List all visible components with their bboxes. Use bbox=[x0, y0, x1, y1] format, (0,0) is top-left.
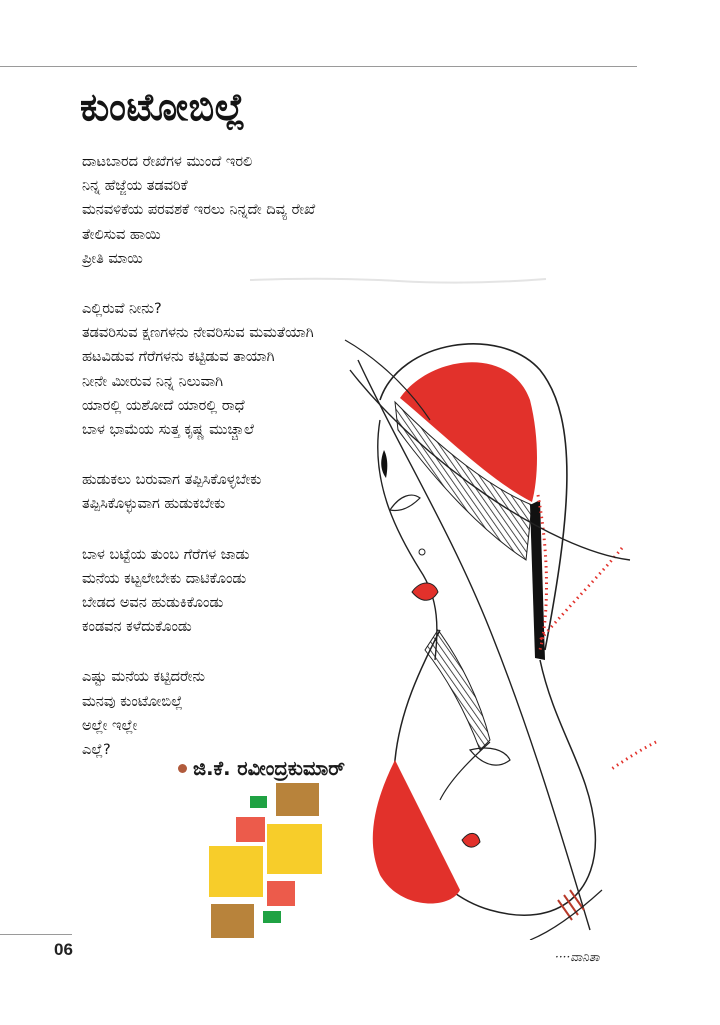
bullet-dot-icon bbox=[178, 764, 187, 773]
poem-line: ತಡವರಿಸುವ ಕ್ಷಣಗಳನು ನೇವರಿಸುವ ಮಮತೆಯಾಗಿ bbox=[82, 325, 314, 342]
poem-line: ಮನವಳಿಕೆಯ ಪರವಶಕೆ ಇರಲು ನಿನ್ನದೇ ದಿವ್ಯ ರೇಖೆ bbox=[82, 202, 316, 219]
poem-line: ಮನವು ಕುಂಟೋಬಿಲ್ಲೆ bbox=[82, 693, 183, 710]
poem-line: ಎಷ್ಟು ಮನೆಯ ಕಟ್ಟಿದರೇನು bbox=[82, 669, 206, 686]
block-green-bottom bbox=[263, 911, 281, 923]
poem-line: ಕಂಡವನ ಕಳೆದುಕೊಂಡು bbox=[82, 619, 192, 636]
poem-line: ಬಾಳ ಭಾಮೆಯ ಸುತ್ತ ಕೃಷ್ಣ ಮುಚ್ಚಾಲೆ bbox=[82, 422, 254, 439]
block-yellow-right bbox=[267, 824, 322, 874]
poem-line: ಎಲ್ಲೆ? bbox=[82, 742, 111, 759]
poem-body bbox=[82, 150, 382, 788]
poem-line: ತೇಲಿಸುವ ಹಾಯಿ bbox=[82, 226, 161, 243]
author-name: ಜಿ.ಕೆ. ರವೀಂದ್ರಕುಮಾರ್ bbox=[193, 757, 345, 780]
block-red-left bbox=[236, 817, 265, 842]
poem-line: ನೀನೇ ಮೀರುವ ನಿನ್ನ ನಿಲುವಾಗಿ bbox=[82, 373, 224, 390]
stanza-1 bbox=[82, 150, 382, 271]
poem-line: ನಿನ್ನ ಹೆಜ್ಜೆಯ ತಡವರಿಕೆ bbox=[82, 178, 188, 195]
artist-signature: ····ವಾನಿತಾ bbox=[555, 950, 600, 964]
poem-line: ಮನೆಯ ಕಟ್ಟಲೇಬೇಕು ದಾಟಿಕೊಂಡು bbox=[82, 570, 247, 587]
poem-line: ಹಟವಿಡುವ ಗೆರೆಗಳನು ಕಟ್ಟಿಡುವ ತಾಯಾಗಿ bbox=[82, 349, 275, 366]
poem-line: ತಪ್ಪಿಸಿಕೊಳ್ಳುವಾಗ ಹುಡುಕಬೇಕು bbox=[82, 496, 226, 513]
top-rule bbox=[0, 66, 637, 67]
page-number: 06 bbox=[54, 940, 73, 959]
poem-line: ದಾಟಬಾರದ ರೇಖೆಗಳ ಮುಂದೆ ಇರಲಿ bbox=[82, 154, 253, 170]
bottom-rule bbox=[0, 934, 72, 935]
poem-line: ಅಲ್ಲೇ ಇಲ್ಲೇ bbox=[82, 717, 138, 734]
stanza-2 bbox=[82, 297, 382, 442]
block-brown-top bbox=[276, 783, 319, 816]
poem-line: ಬೇಡದ ಅವನ ಹುಡುಕಿಕೊಂಡು bbox=[82, 595, 224, 612]
poem-line: ಬಾಳ ಬಟ್ಟೆಯ ತುಂಬ ಗೆರೆಗಳ ಜಾಡು bbox=[82, 546, 250, 563]
poem-line: ಯಾರಲ್ಲಿ ಯಶೋದೆ ಯಾರಲ್ಲಿ ರಾಧೆ bbox=[82, 397, 245, 414]
block-yellow-left bbox=[209, 846, 263, 897]
block-green-small bbox=[250, 796, 267, 808]
stanza-3 bbox=[82, 468, 382, 516]
abstract-line-art bbox=[340, 330, 660, 940]
signature-text: ವಾನಿತಾ bbox=[570, 950, 600, 964]
decorative-blocks bbox=[205, 780, 330, 930]
poem-line: ಎಲ್ಲಿರುವೆ ನೀನು? bbox=[82, 301, 162, 318]
stanza-5 bbox=[82, 665, 382, 762]
stanza-4 bbox=[82, 543, 382, 640]
poem-line: ಹುಡುಕಲು ಬರುವಾಗ ತಪ್ಪಿಸಿಕೊಳ್ಳಬೇಕು bbox=[82, 472, 262, 489]
faint-brush-stroke bbox=[248, 276, 548, 284]
poem-title: ಕುಂಟೋಬಿಲ್ಲೆ bbox=[80, 85, 246, 129]
block-red-small bbox=[267, 881, 295, 906]
poem-line: ಪ್ರೀತಿ ಮಾಯಿ bbox=[82, 250, 143, 267]
block-brown-bottom bbox=[211, 904, 254, 938]
